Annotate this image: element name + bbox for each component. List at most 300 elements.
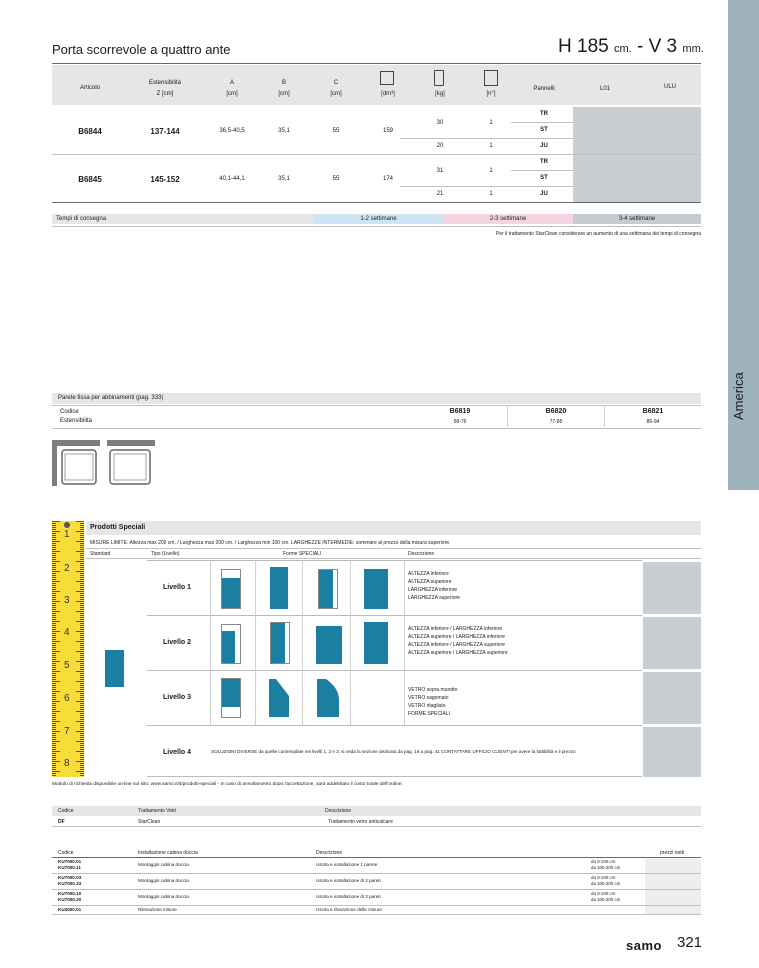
tape-tick <box>80 613 84 614</box>
tape-tick <box>80 717 84 718</box>
tape-tick <box>52 591 60 592</box>
tape-tick <box>52 697 56 698</box>
side-tab-label: America <box>731 372 746 420</box>
tape-tick <box>80 543 84 544</box>
tape-tick <box>80 665 84 666</box>
delivery-label: Tempi di consegna <box>56 216 107 222</box>
tape-tick <box>52 723 56 724</box>
standard-panel-icon <box>105 650 124 687</box>
row-n: 1 <box>489 120 493 126</box>
delivery-week2-label: 2-3 settimane <box>489 216 527 222</box>
tape-tick <box>80 629 84 630</box>
special-header <box>86 521 701 535</box>
livello-2-label: Livello 2 <box>163 639 192 646</box>
tape-tick <box>52 601 60 602</box>
tape-tick <box>80 675 84 676</box>
shape-width-lower-icon <box>318 569 338 609</box>
tape-tick <box>52 677 56 678</box>
tape-tick <box>80 533 84 534</box>
tape-tick <box>80 539 84 540</box>
tape-tick <box>52 655 56 656</box>
tape-tick <box>80 585 84 586</box>
col-standard: Standard <box>90 551 111 557</box>
tape-tick <box>52 573 56 574</box>
install-row-rule <box>52 873 701 874</box>
tape-tick <box>52 687 56 688</box>
tape-tick <box>52 547 56 548</box>
tape-tick <box>80 637 84 638</box>
row-c: 55 <box>332 128 340 134</box>
row-pannello: ST <box>540 175 548 181</box>
tape-tick <box>52 569 56 570</box>
tape-tick <box>52 721 60 722</box>
tape-tick <box>80 615 84 616</box>
weight-icon <box>434 70 444 86</box>
row-pannello: ST <box>540 127 548 133</box>
tape-tick <box>80 563 84 564</box>
tape-tick <box>52 627 56 628</box>
shape-h-lower-w-lower-icon <box>221 624 241 664</box>
tape-tick <box>80 537 84 538</box>
tape-tick <box>52 551 60 552</box>
tape-tick <box>52 579 56 580</box>
tape-tick <box>80 725 84 726</box>
tape-tick <box>80 679 84 680</box>
tape-tick <box>76 771 84 772</box>
row-kg: 21 <box>436 191 444 197</box>
level-divider <box>302 560 303 725</box>
tape-tick <box>76 661 84 662</box>
tape-tick <box>52 535 56 536</box>
tape-tick <box>52 719 56 720</box>
install-desc: Uscita e installazione di 3 pareti <box>316 894 381 899</box>
tape-tick <box>52 637 56 638</box>
tape-tick <box>80 569 84 570</box>
tape-tick <box>80 669 84 670</box>
special-rule <box>86 548 701 549</box>
tape-tick <box>52 741 60 742</box>
tape-tick <box>52 641 60 642</box>
tape-tick <box>52 659 56 660</box>
tape-tick <box>80 729 84 730</box>
row-divider <box>52 202 701 203</box>
treatment-code: DF <box>58 819 65 825</box>
tape-tick <box>52 689 56 690</box>
tape-tick <box>80 753 84 754</box>
tape-tick <box>52 683 56 684</box>
tape-tick <box>76 731 84 732</box>
shape-width-upper-icon <box>364 569 388 609</box>
tape-tick <box>52 747 56 748</box>
tape-tick <box>52 733 56 734</box>
livello-1-label: Livello 1 <box>163 584 192 591</box>
tape-tick <box>80 557 84 558</box>
tape-tick <box>80 577 84 578</box>
tape-tick <box>76 591 84 592</box>
tape-tick <box>80 645 84 646</box>
tape-tick <box>80 593 84 594</box>
tape-tick <box>52 537 56 538</box>
th-estens: Estensibilità <box>148 80 181 86</box>
tape-tick <box>80 657 84 658</box>
row-n: 1 <box>489 143 493 149</box>
row-divider <box>52 154 701 155</box>
tape-tick <box>52 767 56 768</box>
level-divider <box>210 560 211 725</box>
tape-tick <box>80 755 84 756</box>
tape-tick <box>52 737 56 738</box>
shape-h-lower-w-upper-icon <box>316 626 342 664</box>
delivery-week3-label: 3-4 settimane <box>618 216 656 222</box>
install-name: Rilevazione misure <box>138 907 177 912</box>
tape-tick <box>52 525 56 526</box>
side-tab <box>728 0 759 490</box>
tape-tick <box>80 579 84 580</box>
tape-tick <box>80 713 84 714</box>
delivery-week1-label: 1-2 settimane <box>360 216 397 222</box>
tape-tick <box>80 545 84 546</box>
th-install-codice: Codice <box>58 850 74 856</box>
tape-tick <box>52 731 60 732</box>
tape-tick <box>52 617 56 618</box>
tape-tick <box>52 645 56 646</box>
shape-glass-on-wall-icon <box>221 678 241 718</box>
tape-tick <box>76 571 84 572</box>
tape-tick <box>52 749 56 750</box>
tape-tick <box>80 775 84 776</box>
tape-tick <box>52 531 60 532</box>
tape-tick <box>52 653 56 654</box>
tape-tick <box>52 539 56 540</box>
tape-tick <box>52 775 56 776</box>
th-install-desc: Descrizione <box>316 850 343 856</box>
shape-h-upper-w-upper-icon <box>364 622 388 664</box>
tape-tick <box>52 735 56 736</box>
fixed-wall-range: 86-94 <box>646 419 660 425</box>
tape-tick <box>52 571 60 572</box>
row-pannello: JU <box>540 191 548 197</box>
row-code: B6845 <box>78 175 102 184</box>
install-name: Montaggio cabina doccia <box>138 878 189 883</box>
install-ranges: da 0-100 cm da 100-200 cm <box>591 859 621 870</box>
tape-tick <box>52 711 60 712</box>
tape-tick <box>80 649 84 650</box>
price-cell <box>643 562 701 614</box>
tape-tick <box>80 559 84 560</box>
tape-tick <box>80 575 84 576</box>
tape-tick <box>52 559 56 560</box>
title-rule <box>52 63 701 64</box>
tape-tick <box>80 735 84 736</box>
special-rule <box>86 558 701 559</box>
tape-tick <box>76 601 84 602</box>
tape-tick <box>80 587 84 588</box>
install-desc: Uscita e installazione di 2 pareti <box>316 878 381 883</box>
tape-tick <box>80 633 84 634</box>
tape-tick <box>80 769 84 770</box>
tape-tick <box>80 683 84 684</box>
row-c: 55 <box>332 176 340 182</box>
page-title: Porta scorrevole a quattro ante <box>52 42 231 57</box>
tape-tick <box>52 661 60 662</box>
fixed-wall-rule <box>52 428 701 429</box>
row-pannello: TR <box>540 111 548 117</box>
tape-tick <box>52 577 56 578</box>
fixed-wall-range: 68-76 <box>453 419 467 425</box>
tape-tick <box>52 561 60 562</box>
tape-tick <box>52 679 56 680</box>
level-divider <box>350 560 351 725</box>
tape-hook-icon <box>64 522 70 528</box>
tape-tick <box>52 581 60 582</box>
row-divider <box>511 170 573 171</box>
delivery-rule <box>52 226 701 227</box>
tape-tick <box>52 771 60 772</box>
tape-tick <box>52 685 56 686</box>
fixed-wall-code: B6819 <box>449 408 471 415</box>
tape-tick <box>52 585 56 586</box>
tape-tick <box>80 759 84 760</box>
desc-livello-1: ALTEZZA inferiore ALTEZZA superiore LARGHEZZA inferiore LARGHEZZA superiore <box>408 571 460 601</box>
tape-tick <box>52 647 56 648</box>
tape-tick <box>52 657 56 658</box>
th-ulu: ULU <box>663 84 676 90</box>
tape-tick <box>80 523 84 524</box>
tape-tick <box>76 721 84 722</box>
shape-h-upper-w-lower-icon <box>270 622 290 664</box>
level-divider <box>255 560 256 725</box>
treatment-name: StarClean <box>138 819 161 825</box>
tape-tick <box>80 609 84 610</box>
install-row-rule <box>52 905 701 906</box>
tape-tick <box>76 741 84 742</box>
tape-tick <box>52 607 56 608</box>
tape-tick <box>80 617 84 618</box>
tape-tick <box>80 673 84 674</box>
tape-tick <box>52 643 56 644</box>
tape-tick <box>76 621 84 622</box>
tape-tick <box>80 737 84 738</box>
tape-tick <box>80 625 84 626</box>
tape-tick <box>80 603 84 604</box>
tape-tick <box>80 663 84 664</box>
tape-tick <box>52 671 60 672</box>
delivery-note: Per il trattamento StarClean considerare un aumento di una settimana dei tempi di consegna <box>495 231 701 237</box>
tape-tick <box>52 701 60 702</box>
tape-tick <box>52 623 56 624</box>
tape-tick <box>80 627 84 628</box>
tape-tick <box>80 723 84 724</box>
tape-tick <box>52 631 60 632</box>
tape-tick <box>52 755 56 756</box>
tape-tick <box>52 621 60 622</box>
col-tipo: Tipo (Livello) <box>151 551 180 557</box>
tape-tick <box>80 599 84 600</box>
tape-tick <box>52 555 56 556</box>
tape-tick <box>52 553 56 554</box>
th-b: B <box>281 80 286 86</box>
install-codes: KU4000.01 <box>58 907 82 912</box>
tape-tick <box>52 611 60 612</box>
tape-tick <box>80 709 84 710</box>
th-c: C <box>333 80 339 86</box>
tape-tick <box>80 655 84 656</box>
tape-tick <box>80 643 84 644</box>
tape-tick <box>80 705 84 706</box>
tape-tick <box>80 647 84 648</box>
tape-tick <box>52 593 56 594</box>
th-estens-unit: Z [cm] <box>156 91 174 97</box>
tape-tick <box>52 629 56 630</box>
fixed-wall-divider <box>604 406 605 427</box>
brand-logo: samo <box>626 938 662 953</box>
fixed-wall-range: 77-85 <box>549 419 563 425</box>
install-ranges: da 0-100 cm da 100-200 cm <box>591 891 621 902</box>
shape-glass-shaped-icon <box>268 678 290 718</box>
livello-4-label: Livello 4 <box>163 749 192 756</box>
tape-tick <box>52 751 60 752</box>
tape-tick <box>80 739 84 740</box>
tape-tick <box>80 525 84 526</box>
measuring-tape: 1 2 3 4 5 6 7 8 <box>52 521 84 777</box>
shower-plan-diagram <box>52 440 102 488</box>
package-icon <box>484 70 498 86</box>
install-desc: Uscita e rilevazione delle misure <box>316 907 382 912</box>
special-footnote: Modulo di richiesta disponibile on-line sul sito: www.samo.it/it/prodotti-speciali - In caso di annullamento dopo l'accettazione, sarà addebitato il costo totale dell'ordine. <box>52 782 403 787</box>
fixed-wall-estens-label: Estensibilità <box>60 418 93 424</box>
row-a: 36,5-40,5 <box>219 128 245 134</box>
tape-tick <box>52 575 56 576</box>
price-cell <box>643 727 701 777</box>
row-z: 137-144 <box>150 127 180 136</box>
tape-tick <box>80 619 84 620</box>
tape-tick <box>80 745 84 746</box>
install-row-rule <box>52 889 701 890</box>
row-code: B6844 <box>78 127 102 136</box>
th-articolo: Articolo <box>79 85 100 91</box>
price-cell <box>643 617 701 669</box>
th-b-unit: [cm] <box>278 91 290 97</box>
tape-tick <box>80 529 84 530</box>
desc-livello-4: SOLUZIONI DIVERSE da quelle contemplate nei livelli 1, 2 e 3: si veda la sezione dedicata da pag. 19 a pag. 41 CONTATTARE UFFICIO CLIENTI per avere la fattibilità e il prezzo <box>211 749 576 754</box>
fixed-wall-code: B6820 <box>545 408 567 415</box>
row-kg: 30 <box>436 120 444 126</box>
tape-tick <box>80 773 84 774</box>
row-a: 40,1-44,1 <box>219 176 245 182</box>
tape-tick <box>52 563 56 564</box>
tape-tick <box>52 557 56 558</box>
tape-tick <box>52 613 56 614</box>
tape-tick <box>80 583 84 584</box>
th-prezzi: prezzi netti <box>660 850 685 856</box>
tape-tick <box>80 567 84 568</box>
th-install: Installazione cabina doccia <box>138 850 198 856</box>
install-codes: KU7000.10 KU7000.20 <box>58 891 82 902</box>
th-vol: [dm³] <box>381 91 395 97</box>
tape-tick <box>52 709 56 710</box>
tape-tick <box>52 619 56 620</box>
tape-tick <box>52 703 56 704</box>
tape-tick <box>52 603 56 604</box>
row-pannello: TR <box>540 159 548 165</box>
tape-tick <box>76 611 84 612</box>
row-n: 1 <box>489 191 493 197</box>
tape-tick <box>52 533 56 534</box>
tape-tick <box>52 713 56 714</box>
tape-tick <box>52 717 56 718</box>
tape-tick <box>80 687 84 688</box>
tape-tick <box>52 693 56 694</box>
tape-tick <box>80 659 84 660</box>
tape-tick <box>80 547 84 548</box>
tape-tick <box>52 545 56 546</box>
tape-tick <box>76 651 84 652</box>
tape-tick <box>52 663 56 664</box>
tape-tick <box>76 551 84 552</box>
tape-tick <box>52 761 60 762</box>
install-codes: KU7000.03 KU7000.33 <box>58 875 82 886</box>
tape-tick <box>80 703 84 704</box>
tape-tick <box>52 541 60 542</box>
tape-tick <box>52 665 56 666</box>
th-n: [n°] <box>486 91 496 97</box>
install-desc: Uscita e installazione 1 parete <box>316 862 378 867</box>
tape-tick <box>52 691 60 692</box>
tape-tick <box>76 761 84 762</box>
tape-tick <box>80 677 84 678</box>
special-limits: MISURE LIMITE: Altezza max 200 cm. / Larghezza max 200 cm. / Larghezza min 100 cm. LARGHEZZE INTERMEDIE: sommare al prezzo della misura superiore. <box>90 540 451 546</box>
fixed-wall-title: Parete fissa per abbinamenti (pag. 333) <box>58 395 164 401</box>
tape-tick <box>80 527 84 528</box>
livello-3-label: Livello 3 <box>163 694 192 701</box>
tape-tick <box>52 523 56 524</box>
tape-tick <box>76 531 84 532</box>
row-vol: 159 <box>382 128 393 134</box>
desc-livello-2: ALTEZZA inferiore / LARGHEZZA inferiore ALTEZZA superiore / LARGHEZZA inferiore ALTEZZA inferiore / LARGHEZZA superiore ALTEZZA superiore / LARGHEZZA superiore <box>408 626 508 656</box>
tape-tick <box>52 565 56 566</box>
tape-tick <box>76 751 84 752</box>
tape-tick <box>52 599 56 600</box>
tape-tick <box>76 711 84 712</box>
fixed-wall-code: B6821 <box>642 408 664 415</box>
tape-tick <box>80 715 84 716</box>
tape-tick <box>80 589 84 590</box>
row-kg: 20 <box>436 143 444 149</box>
tape-tick <box>76 521 84 522</box>
tape-tick <box>52 615 56 616</box>
tape-tick <box>52 705 56 706</box>
tape-tick <box>52 769 56 770</box>
row-divider <box>400 186 573 187</box>
tape-tick <box>52 743 56 744</box>
tape-tick <box>80 635 84 636</box>
tape-tick <box>52 753 56 754</box>
tape-tick <box>80 623 84 624</box>
install-name: Montaggio cabina doccia <box>138 862 189 867</box>
install-name: Montaggio cabina doccia <box>138 894 189 899</box>
tape-tick <box>80 757 84 758</box>
tape-tick <box>80 697 84 698</box>
tape-tick <box>52 757 56 758</box>
th-l01: L01 <box>599 86 610 92</box>
tape-tick <box>52 605 56 606</box>
th-c-unit: [cm] <box>330 91 342 97</box>
tape-tick <box>80 595 84 596</box>
tape-tick <box>52 667 56 668</box>
dimensions-heading: H 185 cm. - V 3 mm. <box>558 36 704 57</box>
treatment-rule <box>52 826 701 827</box>
tape-tick <box>80 565 84 566</box>
